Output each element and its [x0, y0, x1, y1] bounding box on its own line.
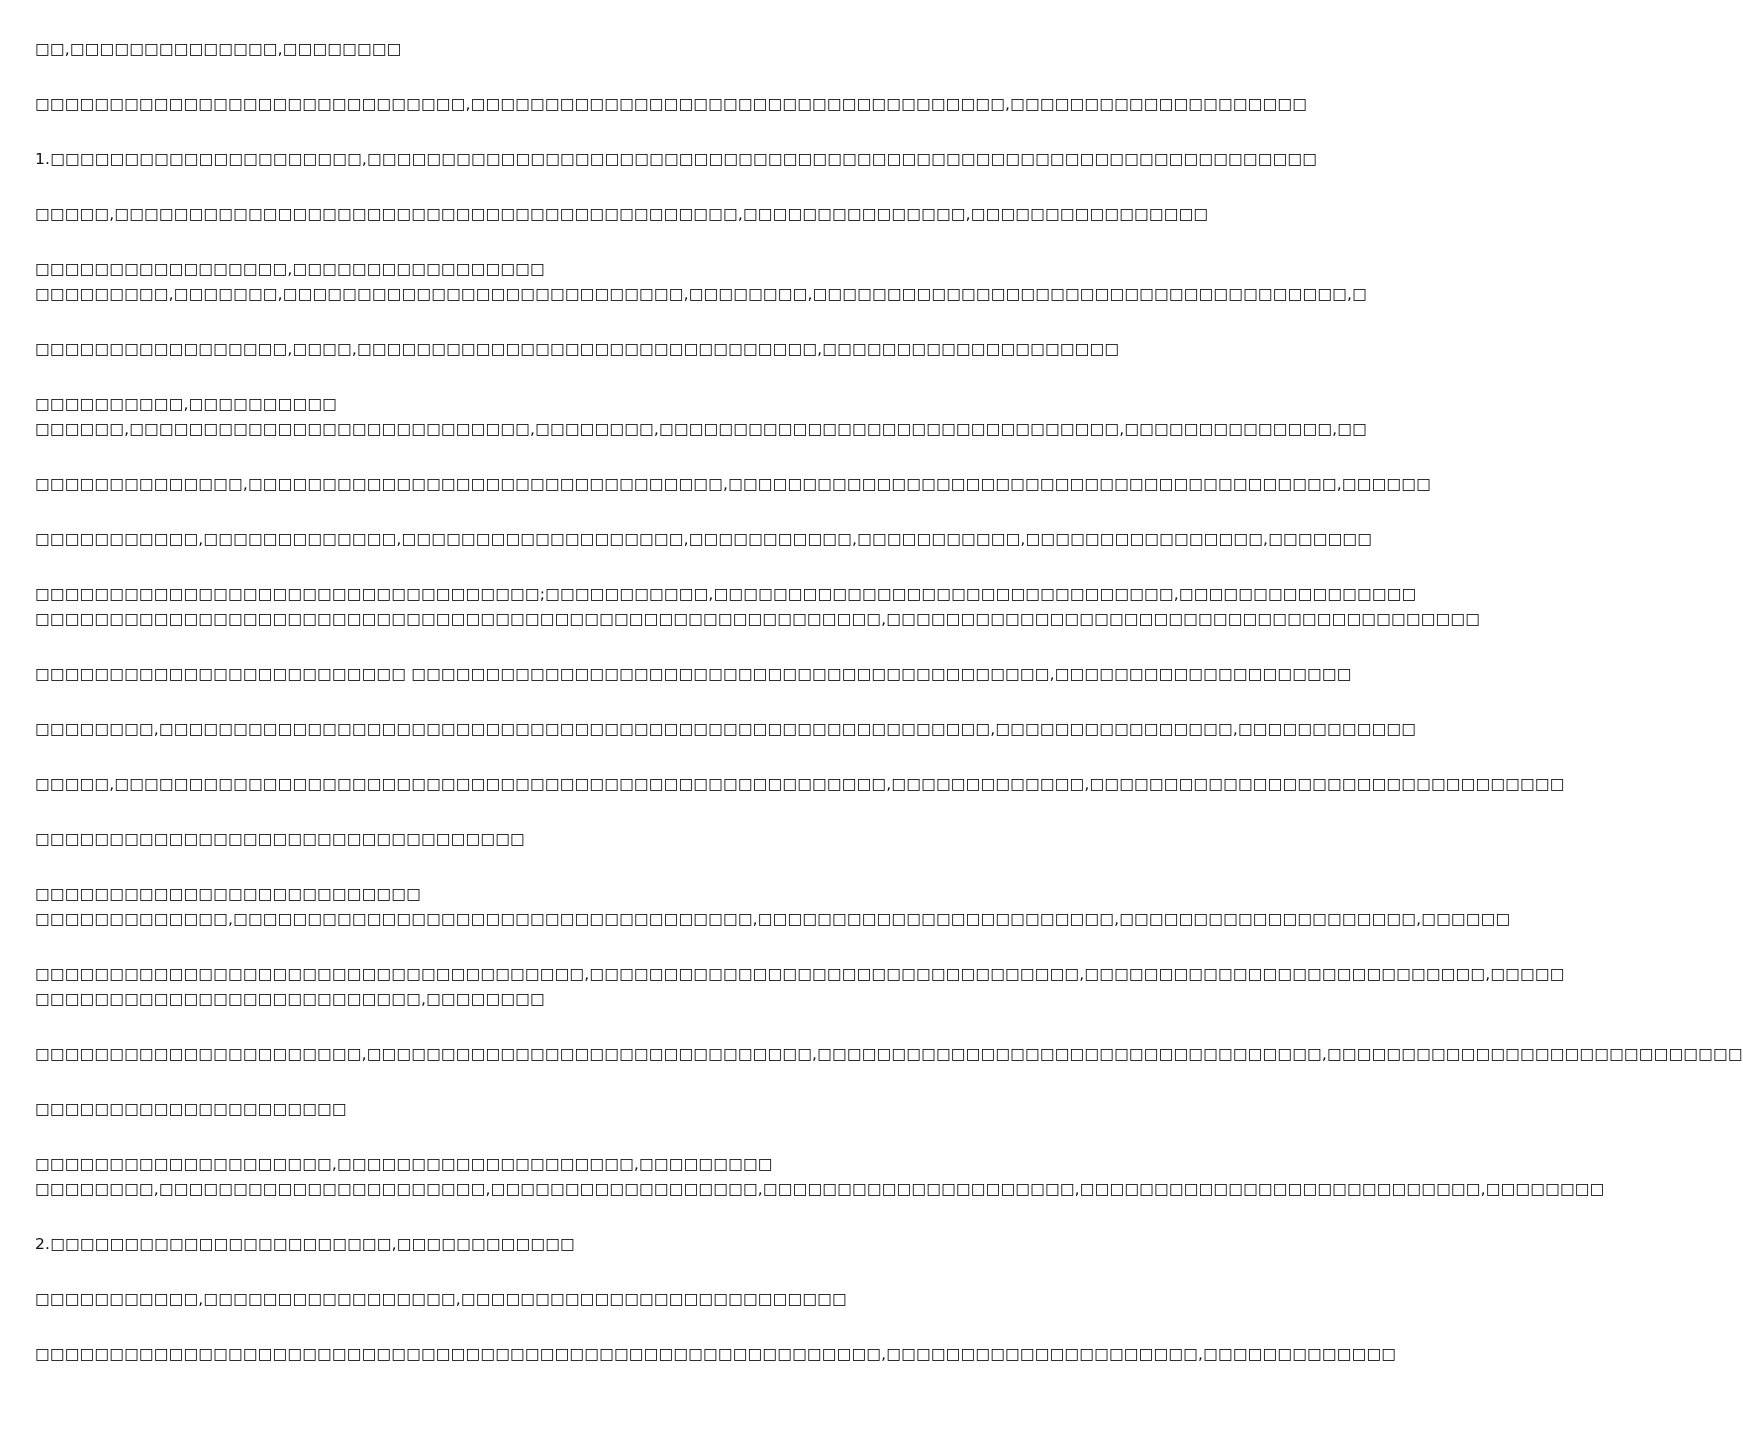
text-line: □□□□□□□□□□□□□□□□□,□□□□,□□□□□□□□□□□□□□□□□□□□□□□□□□□□□□□,□□□□□□□□□□□□□□□□□□□□: [35, 340, 1120, 358]
text-line: □□□□□□□□□□□□□□□□□□□□□□□□□ □□□□□□□□□□□□□□□□□□□□□□□□□□□□□□□□□□□□□□□□□□□,□□□□□□□□□□□□□□□□□□□□: [35, 665, 1352, 683]
text-line: □□□□□□□□□□□□□□□□□□□□□□□□□□□□□□□□□□□□□□□□□□□□□□□□□□□□□□□□□,□□□□□□□□□□□□□□□□□□□□□,□□□□□□□□□□□□□: [35, 1345, 1397, 1363]
text-line: □□□□□□□□□□□□□□□□□□□□□□□□□□□□□□□□□: [35, 830, 525, 848]
text-line: □□□□□□□□□□□□□□□□□□□□□□,□□□□□□□□□□□□□□□□□□□□□□□□□□□□□□,□□□□□□□□□□□□□□□□□□□□□□□□□□□□□□□□□□,□□□□□□□□□□□□□□□□□□□□□□□□□□□□: [35, 1045, 1743, 1063]
text-line: □□□□□□□□□□□□□□□□□□□□□□□□□□□□□□□□□□□□□□□□□□□□□□□□□□□□□□□□□,□□□□□□□□□□□□□□□□□□□□□□□□□□□□□□□□□□□□□□□□: [35, 610, 1481, 628]
text-line: □□□□□□□□□,□□□□□□□,□□□□□□□□□□□□□□□□□□□□□□□□□□□,□□□□□□□□,□□□□□□□□□□□□□□□□□□□□□□□□□□□□□□□□□□□□,□: [35, 285, 1367, 303]
text-line: 2.□□□□□□□□□□□□□□□□□□□□□□□,□□□□□□□□□□□□: [35, 1235, 575, 1253]
text-line: 1.□□□□□□□□□□□□□□□□□□□□□,□□□□□□□□□□□□□□□□□□□□□□□□□□□□□□□□□□□□□□□□□□□□□□□□□□□□□□□□□□□□□□□□: [35, 150, 1318, 168]
text-line: □□□□□□□□□□□□□□,□□□□□□□□□□□□□□□□□□□□□□□□□□□□□□□□,□□□□□□□□□□□□□□□□□□□□□□□□□□□□□□□□□□□□□□□□□,□□□□□□: [35, 475, 1431, 493]
text-line: □□□□□□□□,□□□□□□□□□□□□□□□□□□□□□□□□□□□□□□□□□□□□□□□□□□□□□□□□□□□□□□□□,□□□□□□□□□□□□□□□□,□□□□□□□□□□□□: [35, 720, 1417, 738]
text-line: □□□□□,□□□□□□□□□□□□□□□□□□□□□□□□□□□□□□□□□□□□□□□□□□,□□□□□□□□□□□□□□□,□□□□□□□□□□□□□□□□: [35, 205, 1209, 223]
text-line: □□□□□,□□□□□□□□□□□□□□□□□□□□□□□□□□□□□□□□□□□□□□□□□□□□□□□□□□□□,□□□□□□□□□□□□□,□□□□□□□□□□□□□□□□□□□□□□□□□□□□□□□□: [35, 775, 1565, 793]
text-line: □□□□□□□□□□□,□□□□□□□□□□□□□□□□□,□□□□□□□□□□□□□□□□□□□□□□□□□□: [35, 1290, 847, 1308]
text-line: □□□□□□□□□□□□□□□□□□□□□□□□□□: [35, 885, 421, 903]
text-line: □□□□□□□□□□□□□□□□□,□□□□□□□□□□□□□□□□□: [35, 260, 545, 278]
text-line: □□□□□□□□□□□□□□□□□□□□□□□□□□,□□□□□□□□: [35, 990, 545, 1008]
text-line: □□□□□□□□□□□□□□□□□□□□□□□□□□□□□,□□□□□□□□□□□□□□□□□□□□□□□□□□□□□□□□□□□□,□□□□□□□□□□□□□□□□□□□□: [35, 95, 1308, 113]
text-line: □□□□□□□□,□□□□□□□□□□□□□□□□□□□□□□,□□□□□□□□□□□□□□□□□□,□□□□□□□□□□□□□□□□□□□□□,□□□□□□□□□□□□□□□□□□□□□□□□□□□,□□□□□□□□: [35, 1180, 1605, 1198]
text-line: □□□□□□□□□□□□□□□□□□□□□□□□□□□□□□□□□□;□□□□□□□□□□□,□□□□□□□□□□□□□□□□□□□□□□□□□□□□□□□,□□□□□□□□□□□□□□□□: [35, 585, 1417, 603]
text-line: □□□□□□□□□□□,□□□□□□□□□□□□□,□□□□□□□□□□□□□□□□□□□,□□□□□□□□□□□,□□□□□□□□□□□,□□□□□□□□□□□□□□□□,□□□□□□□: [35, 530, 1373, 548]
text-line: □□□□□□□□□□,□□□□□□□□□□: [35, 395, 338, 413]
text-line: □□□□□□□□□□□□□,□□□□□□□□□□□□□□□□□□□□□□□□□□□□□□□□□□□,□□□□□□□□□□□□□□□□□□□□□□□□,□□□□□□□□□□□□□□□□□□□□,□□□□□□: [35, 910, 1511, 928]
text-line: □□,□□□□□□□□□□□□□□,□□□□□□□□: [35, 40, 402, 58]
document-page: [35, 0, 1743, 1449]
text-line: □□□□□□,□□□□□□□□□□□□□□□□□□□□□□□□□□□,□□□□□□□□,□□□□□□□□□□□□□□□□□□□□□□□□□□□□□□□,□□□□□□□□□□□□□□,□□: [35, 420, 1367, 438]
text-line: □□□□□□□□□□□□□□□□□□□□,□□□□□□□□□□□□□□□□□□□□,□□□□□□□□□: [35, 1155, 773, 1173]
text-line: □□□□□□□□□□□□□□□□□□□□□: [35, 1100, 347, 1118]
text-line: □□□□□□□□□□□□□□□□□□□□□□□□□□□□□□□□□□□□□,□□□□□□□□□□□□□□□□□□□□□□□□□□□□□□□□□,□□□□□□□□□□□□□□□□□□□□□□□□□□□,□□□□□: [35, 965, 1565, 983]
